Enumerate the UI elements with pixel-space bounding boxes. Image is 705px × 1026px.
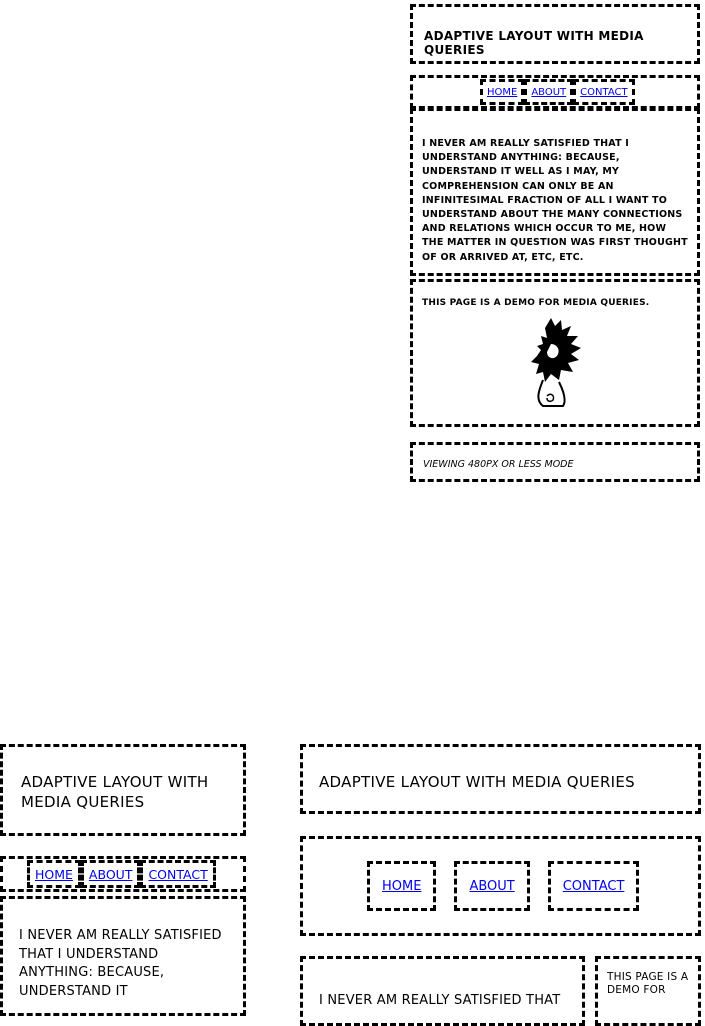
footer-box [410, 442, 700, 482]
page-title: ADAPTIVE LAYOUT WITH MEDIA QUERIES [424, 29, 644, 57]
nav-link-contact[interactable]: CONTACT [140, 860, 215, 888]
quote-text: I NEVER AM REALLY SATISFIED THAT I UNDERSTAND ANYTHING: BECAUSE, UNDERSTAND IT [19, 928, 222, 999]
stylized-portrait-icon [521, 316, 583, 408]
page-title: ADAPTIVE LAYOUT WITH MEDIA QUERIES [21, 773, 209, 811]
nav-bar [300, 836, 701, 936]
footer-text: VIEWING 480PX OR LESS MODE [423, 459, 574, 470]
nav-link-home[interactable]: HOME [27, 860, 81, 888]
medium-mode-view [0, 744, 246, 1002]
small-mode-view [410, 4, 700, 484]
nav-link-about[interactable]: ABOUT [81, 860, 141, 888]
nav-link-contact[interactable]: CONTACT [573, 79, 634, 105]
main-content [410, 108, 700, 276]
nav-links [27, 860, 216, 888]
sidebar-box [410, 279, 700, 427]
nav-link-about[interactable]: ABOUT [454, 861, 529, 911]
nav-link-home[interactable]: HOME [367, 861, 436, 911]
nav-link-about[interactable]: ABOUT [524, 79, 573, 105]
header-box [0, 744, 246, 836]
wide-mode-view [300, 744, 705, 1008]
nav-bar [0, 856, 246, 892]
sidebar-text: THIS PAGE IS A DEMO FOR MEDIA QUERIES. [422, 298, 650, 308]
header-box [410, 4, 700, 64]
sidebar-text: THIS PAGE IS A DEMO FOR [607, 971, 689, 996]
main-content [0, 896, 246, 1016]
nav-link-contact[interactable]: CONTACT [548, 861, 640, 911]
nav-bar [410, 75, 700, 109]
nav-links [367, 861, 639, 911]
main-content [300, 956, 585, 1026]
nav-links [480, 79, 635, 105]
page-title: ADAPTIVE LAYOUT WITH MEDIA QUERIES [319, 773, 636, 791]
header-box [300, 744, 701, 814]
quote-text: I NEVER AM REALLY SATISFIED THAT I UNDERSTAND ANYTHING: BECAUSE, UNDERSTAND IT WELL AS I MAY, MY COMPREHENSION CAN ONLY BE AN INFINITESIMAL FRACTION OF ALL I WANT TO UNDERSTAND ABOUT THE MANY CONNECTIONS AND RELATIONS WHICH OCCUR TO ME, HOW THE MATTER IN QUESTION WAS FIRST THOUGHT OF OR ARRIVED AT, ETC, ETC. [422, 138, 688, 263]
quote-text: I NEVER AM REALLY SATISFIED THAT [319, 993, 561, 1008]
nav-link-home[interactable]: HOME [480, 79, 524, 105]
sidebar-box [595, 956, 701, 1026]
